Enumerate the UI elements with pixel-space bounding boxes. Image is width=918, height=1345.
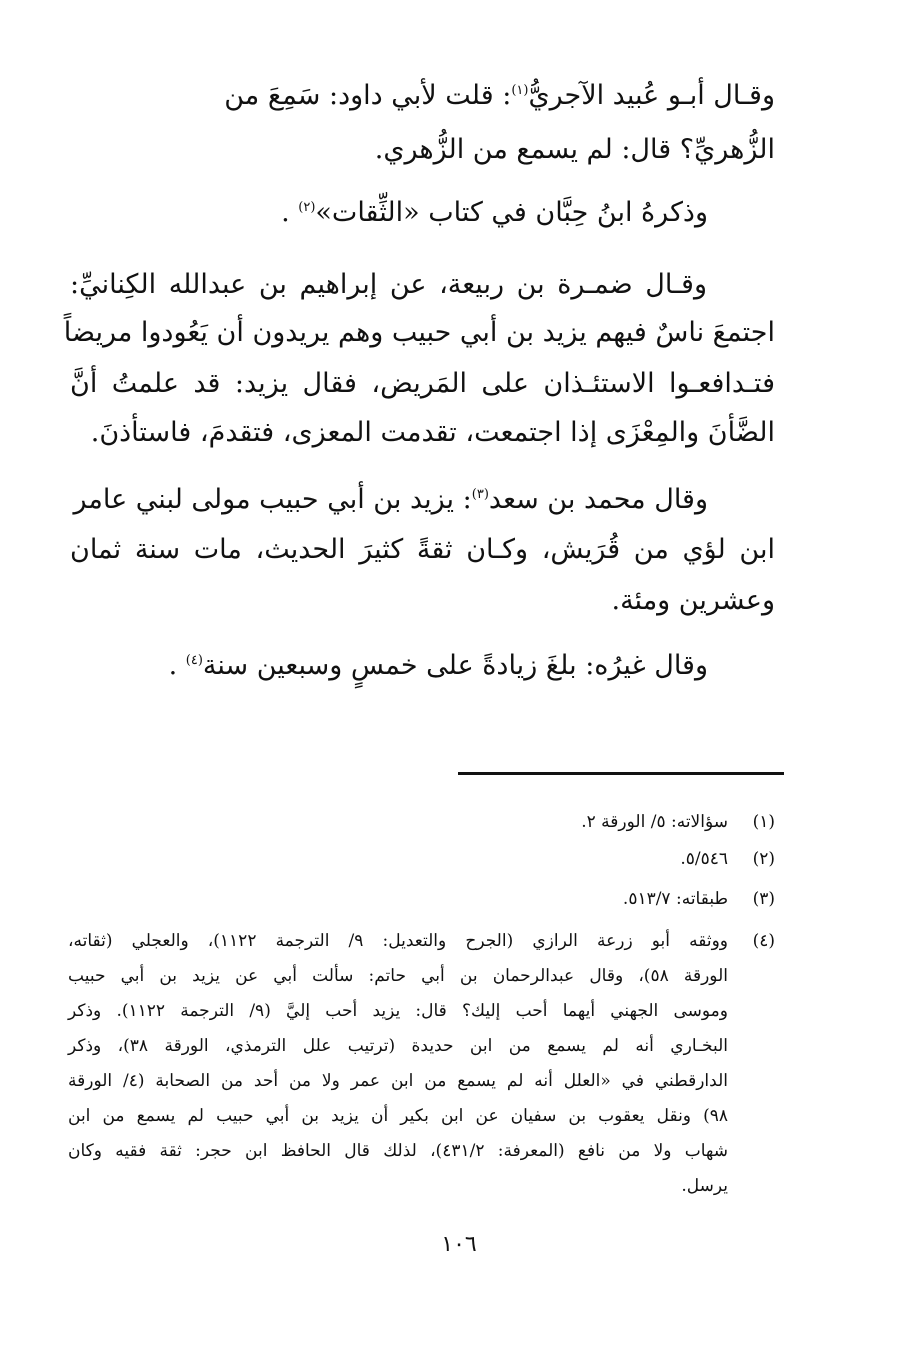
paragraph-ibn-saad-line-3: وعشرين ومئة. [611,585,775,616]
paragraph-ibn-saad-line-2: ابن لؤي من قُرَيش، وكـان ثقةً كثيرَ الحديث، مات سنة ثمان [70,534,776,565]
paragraph-ajurri-line-2: الزُّهريِّ؟ قال: لم يسمع من الزُّهري. [374,134,775,165]
footnote-ref: (٢) [298,200,316,215]
text: : قلت لأبي داود: سَمِعَ من [224,80,512,111]
paragraph-damra-line-3: فتـدافعـوا الاستئـذان على المَريض، فقال يزيد: قد علمتُ أنَّ [70,368,775,399]
footnote-1: سؤالاته: ٥/ الورقة ٢. [581,812,728,832]
footnote-separator [458,772,784,775]
footnote-ref: (٣) [471,487,489,502]
text: . [281,197,290,228]
page-number: ١٠٦ [441,1232,477,1257]
paragraph-damra-line-1: وقـال ضمـرة بن ربيعة، عن إبراهيم بن عبدالله الكِنانيِّ: [70,269,707,300]
text: وقـال أبـو عُبيد الآجريُّ [528,80,775,111]
footnote-number: (٢) [752,849,775,869]
text: وذكرهُ ابنُ حِبَّان في كتاب «الثِّقات» [315,197,708,228]
footnote-3: طبقاته: ٥١٣/٧. [622,889,728,909]
paragraph-other [3,645,708,687]
paragraph-ibn-hibban [3,192,708,234]
footnote-ref: (١) [511,83,529,98]
footnote-4-line: وموسى الجهني أيهما أحب إليك؟ قال: يزيد أحب إليَّ (٩/ الترجمة ١١٢٢). وذكر [68,1001,728,1021]
footnote-number: (٤) [752,931,775,951]
footnote-4-line: الورقة ٥٨)، وقال عبدالرحمان بن أبي حاتم: سألت أبي عن يزيد بن أبي حبيب [68,966,728,986]
text: وقال محمد بن سعد [488,484,708,515]
footnote-4-line: ووثقه أبو زرعة الرازي (الجرح والتعديل: ٩/ الترجمة ١١٢٢)، والعجلي (ثقاته، [68,931,728,951]
text: : يزيد بن أبي حبيب مولى لبني عامر [73,484,472,515]
text: . [168,650,178,681]
footnote-4-line: شهاب ولا من نافع (المعرفة: ٤٣١/٢)، لذلك قال الحافظ ابن حجر: ثقة فقيه وكان [68,1141,729,1161]
footnote-number: (١) [752,812,775,832]
text: وقال غيرُه: بلغَ زيادةً على خمسٍ وسبعين سنة [202,650,708,681]
paragraph-damra-line-4: الضَّأنَ والمِعْزَى إذا اجتمعت، تقدمت المعزى، فتقدمَ، فاستأذنَ. [90,417,775,448]
footnote-4-line: البخـاري أنه لم يسمع من ابن حديدة (ترتيب علل الترمذي، الورقة ٣٨)، وذكر [68,1036,728,1056]
footnote-4-line: ٩٨) ونقل يعقوب بن سفيان عن ابن بكير أن يزيد بن أبي حبيب لم يسمع من ابن [68,1106,728,1126]
footnote-4-line: يرسل. [681,1176,728,1196]
footnote-number: (٣) [752,889,775,909]
paragraph-damra-line-2: اجتمعَ ناسٌ فيهم يزيد بن أبي حبيب وهم يريدون أن يَعُودوا مريضاً [63,317,775,348]
paragraph-ibn-saad-line-1 [3,479,708,521]
footnote-2: ٥/٥٤٦. [680,849,728,869]
footnote-ref: (٤) [185,653,203,668]
footnote-4-line: الدارقطني في «العلل أنه لم يسمع من ابن عمر ولا من أحد من الصحابة (٤/ الورقة [68,1071,728,1091]
paragraph-ajurri-line-1 [70,75,775,117]
